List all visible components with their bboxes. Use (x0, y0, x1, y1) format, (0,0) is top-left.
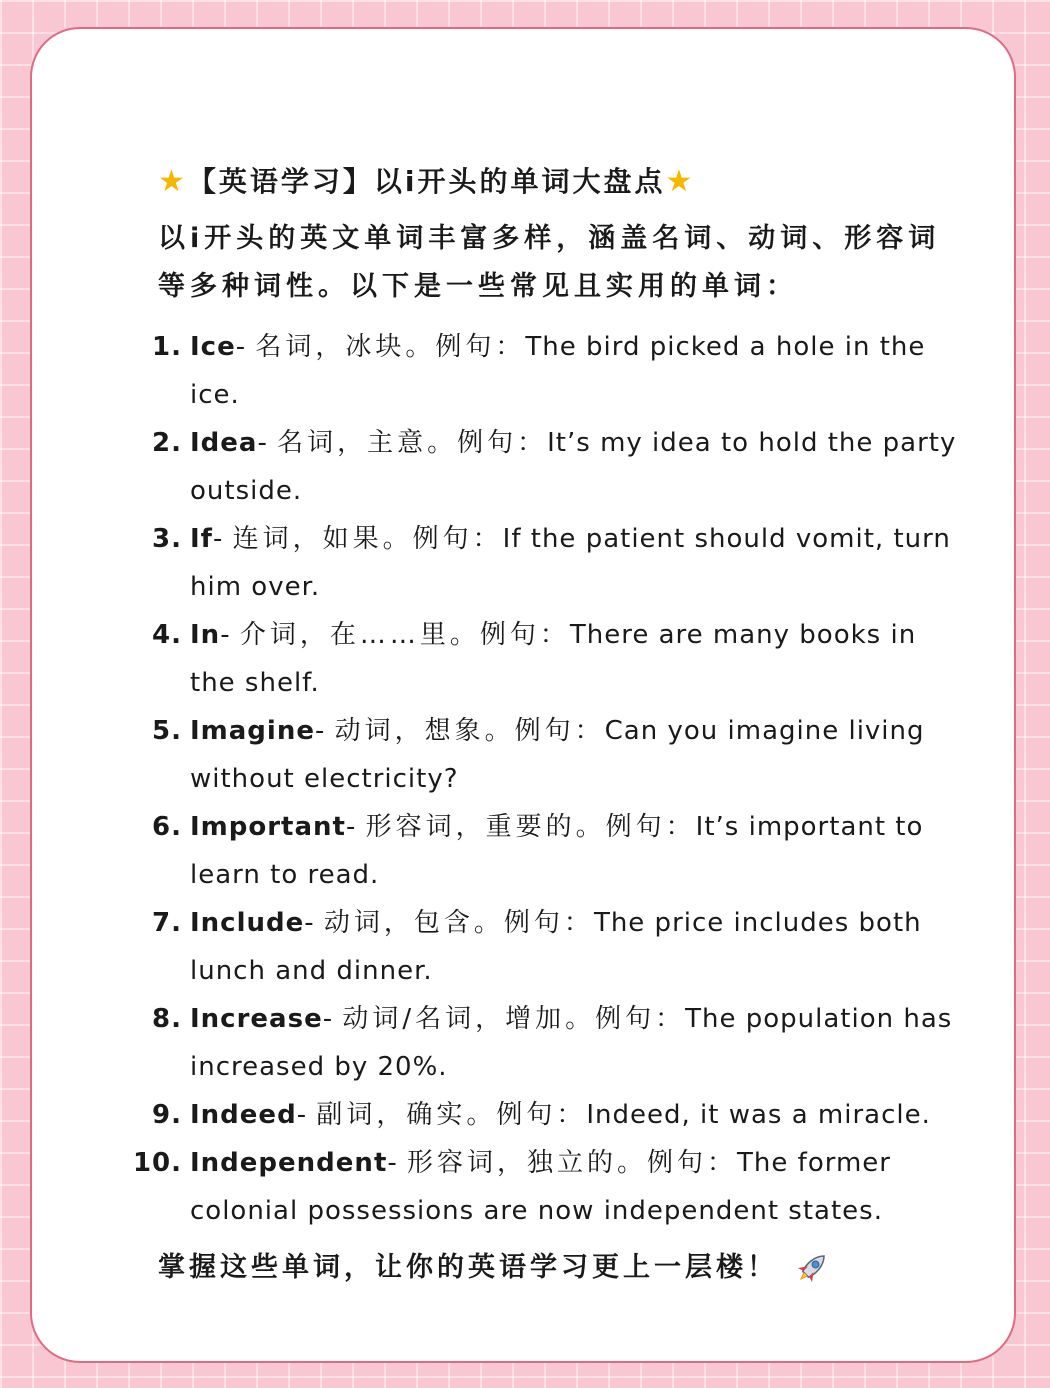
item-word: In (190, 620, 221, 650)
item-example: Indeed, it was a miracle. (586, 1100, 931, 1130)
item-word: Ice (190, 332, 236, 362)
item-word: Important (190, 812, 346, 842)
item-definition: 动词，想象。例句： (334, 716, 605, 746)
item-number: 3. (152, 524, 182, 554)
item-example: It’s important to learn to read. (190, 812, 924, 890)
item-definition: 介词，在……里。例句： (239, 620, 570, 650)
item-separator: - (220, 620, 240, 650)
item-separator: - (213, 524, 233, 554)
note-content (132, 155, 958, 1293)
item-separator: - (387, 1148, 408, 1178)
item-separator: - (235, 332, 256, 362)
intro-paragraph (158, 215, 958, 311)
intro-line: 等多种词性。以下是一些常见且实用的单词： (158, 271, 798, 302)
item-definition: 副词，确实。例句： (316, 1100, 587, 1130)
item-example: The bird picked a hole in the ice. (190, 332, 926, 410)
item-example: There are many books in the shelf. (190, 620, 917, 698)
item-number: 4. (152, 620, 182, 650)
item-example: The former colonial possessions are now independent states. (190, 1148, 891, 1226)
item-word: Indeed (190, 1100, 297, 1130)
star-icon: ★ (665, 164, 696, 199)
rocket-icon (792, 1248, 832, 1288)
list-item (152, 515, 958, 611)
page-title (158, 155, 958, 209)
item-definition: 名词，主意。例句： (277, 428, 548, 458)
item-number: 7. (152, 908, 182, 938)
item-definition: 名词，冰块。例句： (255, 332, 526, 362)
item-separator: - (304, 908, 324, 938)
item-word: Independent (190, 1148, 388, 1178)
item-example: If the patient should vomit, turn him over. (190, 524, 951, 602)
item-example: The price includes both lunch and dinner. (190, 908, 922, 986)
item-example: It’s my idea to hold the party outside. (190, 428, 957, 506)
list-item (152, 803, 958, 899)
list-item (152, 323, 958, 419)
list-item (152, 1091, 958, 1139)
list-item (152, 419, 958, 515)
item-number: 1. (152, 332, 182, 362)
item-word: Increase (190, 1004, 323, 1034)
footer-note (158, 1243, 958, 1293)
item-example: The population has increased by 20%. (190, 1004, 953, 1082)
note-card (30, 27, 1016, 1363)
item-number: 5. (152, 716, 182, 746)
list-item (132, 1139, 958, 1235)
item-number: 6. (152, 812, 182, 842)
item-number: 9. (152, 1100, 182, 1130)
item-number: 2. (152, 428, 182, 458)
item-definition: 动词/名词，增加。例句： (342, 1004, 686, 1034)
star-icon: ★ (158, 164, 188, 199)
item-word: If (190, 524, 213, 554)
item-definition: 连词，如果。例句： (232, 524, 503, 554)
item-definition: 形容词，重要的。例句： (365, 812, 696, 842)
item-number: 10. (132, 1148, 182, 1178)
item-definition: 动词，包含。例句： (323, 908, 594, 938)
item-separator: - (322, 1004, 343, 1034)
list-item (152, 707, 958, 803)
item-number: 8. (152, 1004, 182, 1034)
item-word: Idea (190, 428, 258, 458)
item-definition: 形容词，独立的。例句： (407, 1148, 738, 1178)
item-separator: - (296, 1100, 317, 1130)
list-item (152, 995, 958, 1091)
item-example: Can you imagine living without electricity? (190, 716, 925, 794)
list-item (152, 611, 958, 707)
footer-text: 掌握这些单词，让你的英语学习更上一层楼！ (158, 1252, 778, 1283)
word-list (132, 323, 958, 1235)
item-separator: - (257, 428, 278, 458)
title-text: 【英语学习】以i开头的单词大盘点 (187, 165, 666, 198)
item-word: Imagine (190, 716, 315, 746)
intro-line: 以i开头的英文单词丰富多样，涵盖名词、动词、形容词 (158, 223, 941, 254)
item-separator: - (345, 812, 366, 842)
item-separator: - (314, 716, 335, 746)
list-item (152, 899, 958, 995)
item-word: Include (190, 908, 305, 938)
